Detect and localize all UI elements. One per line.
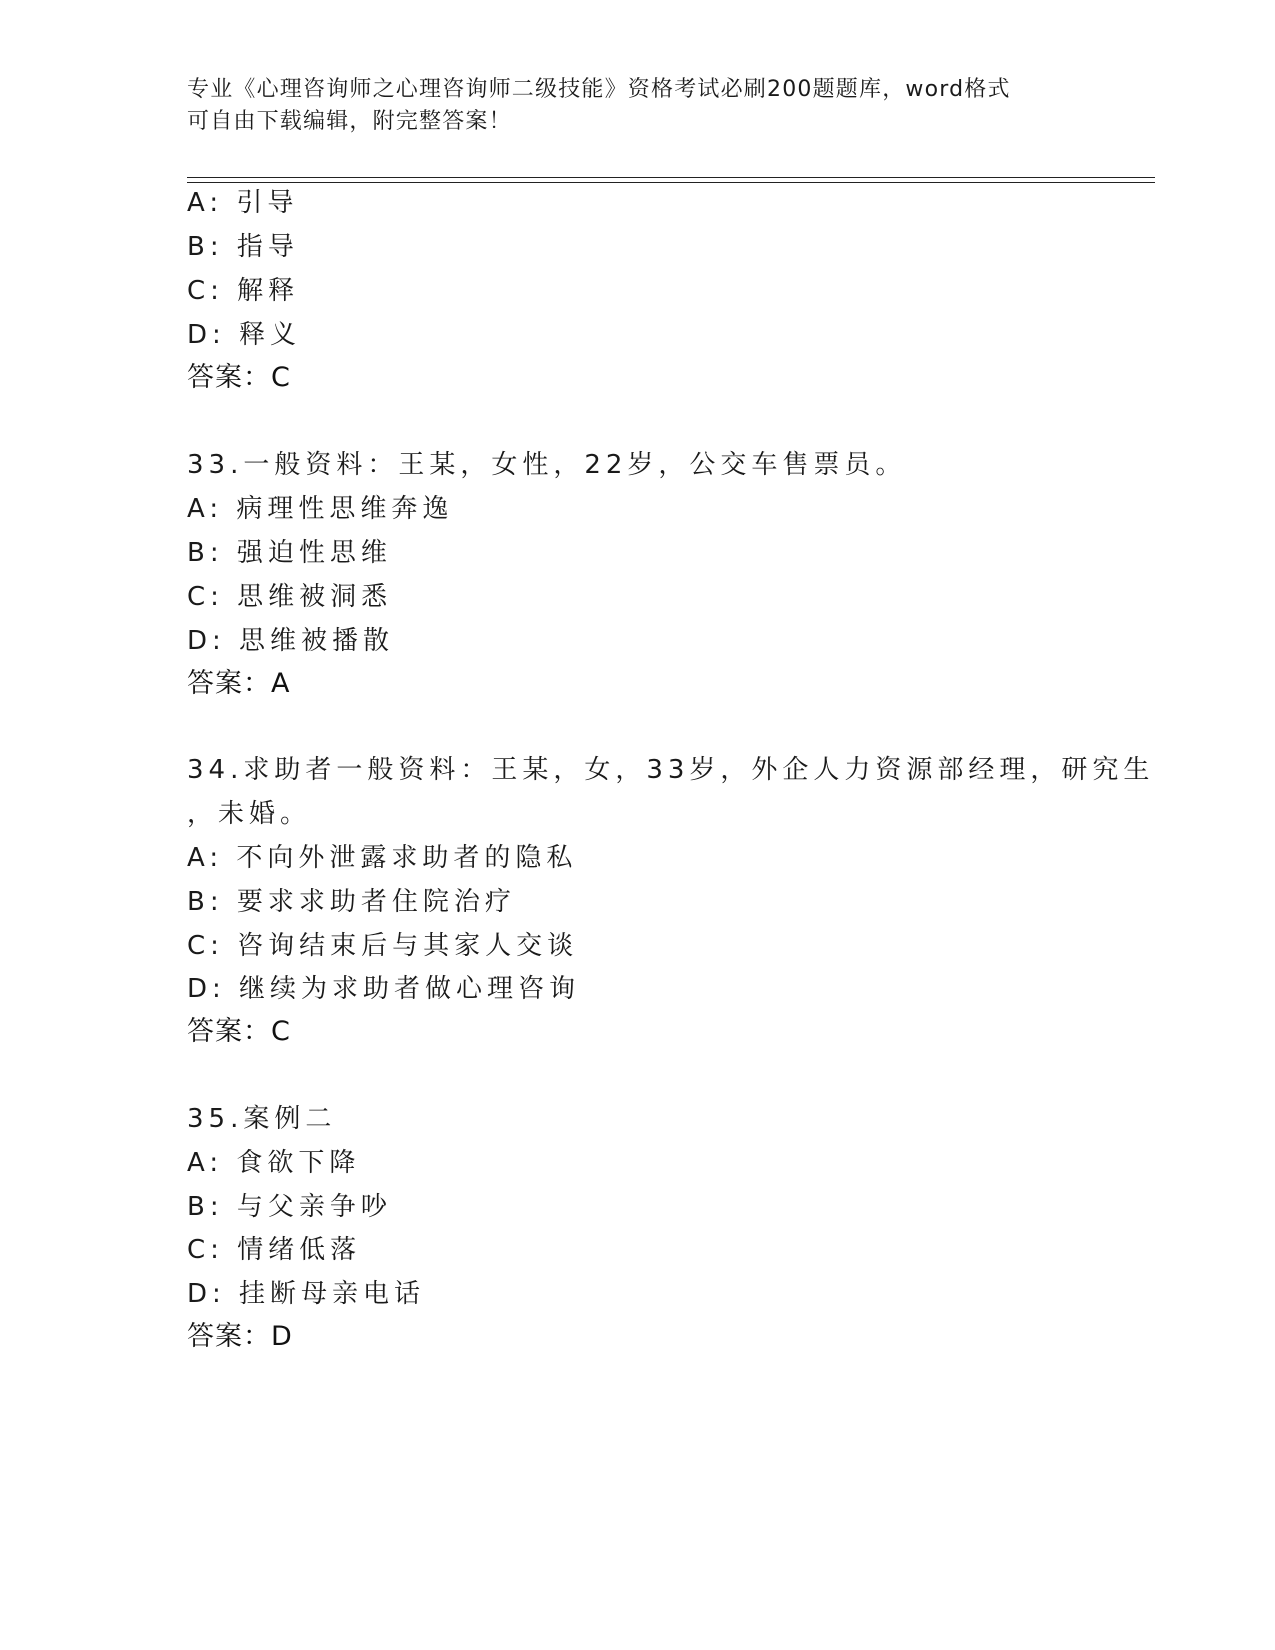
q35-stem: 35.案例二: [187, 1104, 337, 1134]
q34-option-c: C: 咨询结束后与其家人交谈: [187, 931, 579, 961]
q34-stem-line-2: ，未婚。: [187, 799, 312, 829]
q32-option-d: D: 释义: [187, 320, 302, 350]
q32-option-a: A: 引导: [187, 188, 299, 218]
q34-option-a: A: 不向外泄露求助者的隐私: [187, 843, 578, 873]
q33-option-c: C: 思维被洞悉: [187, 582, 393, 612]
q32-answer: 答案：C: [187, 362, 291, 393]
q35-option-c: C: 情绪低落: [187, 1235, 362, 1265]
q33-answer: 答案：A: [187, 668, 291, 699]
header-line-1: 专业《心理咨询师之心理咨询师二级技能》资格考试必刷200题题库，word格式: [187, 77, 1011, 102]
header-line-2: 可自由下载编辑，附完整答案！: [187, 109, 512, 134]
header-divider-bottom: [187, 182, 1155, 183]
q35-option-d: D: 挂断母亲电话: [187, 1279, 426, 1309]
q34-option-d: D: 继续为求助者做心理咨询: [187, 974, 581, 1004]
q33-option-b: B: 强迫性思维: [187, 538, 392, 568]
q34-answer: 答案：C: [187, 1016, 291, 1047]
header-divider-top: [187, 177, 1155, 178]
q33-option-a: A: 病理性思维奔逸: [187, 494, 454, 524]
q32-option-b: B: 指导: [187, 232, 299, 262]
q33-stem: 33.一般资料：王某，女性，22岁，公交车售票员。: [187, 450, 907, 480]
q35-option-a: A: 食欲下降: [187, 1148, 361, 1178]
q34-stem-line-1: 34.求助者一般资料：王某，女，33岁，外企人力资源部经理，研究生: [187, 755, 1155, 785]
q32-option-c: C: 解释: [187, 276, 300, 306]
document-header: [187, 74, 1067, 138]
q34-option-b: B: 要求求助者住院治疗: [187, 887, 516, 917]
q35-answer: 答案：D: [187, 1321, 293, 1352]
q35-option-b: B: 与父亲争吵: [187, 1192, 392, 1222]
q33-option-d: D: 思维被播散: [187, 626, 395, 656]
